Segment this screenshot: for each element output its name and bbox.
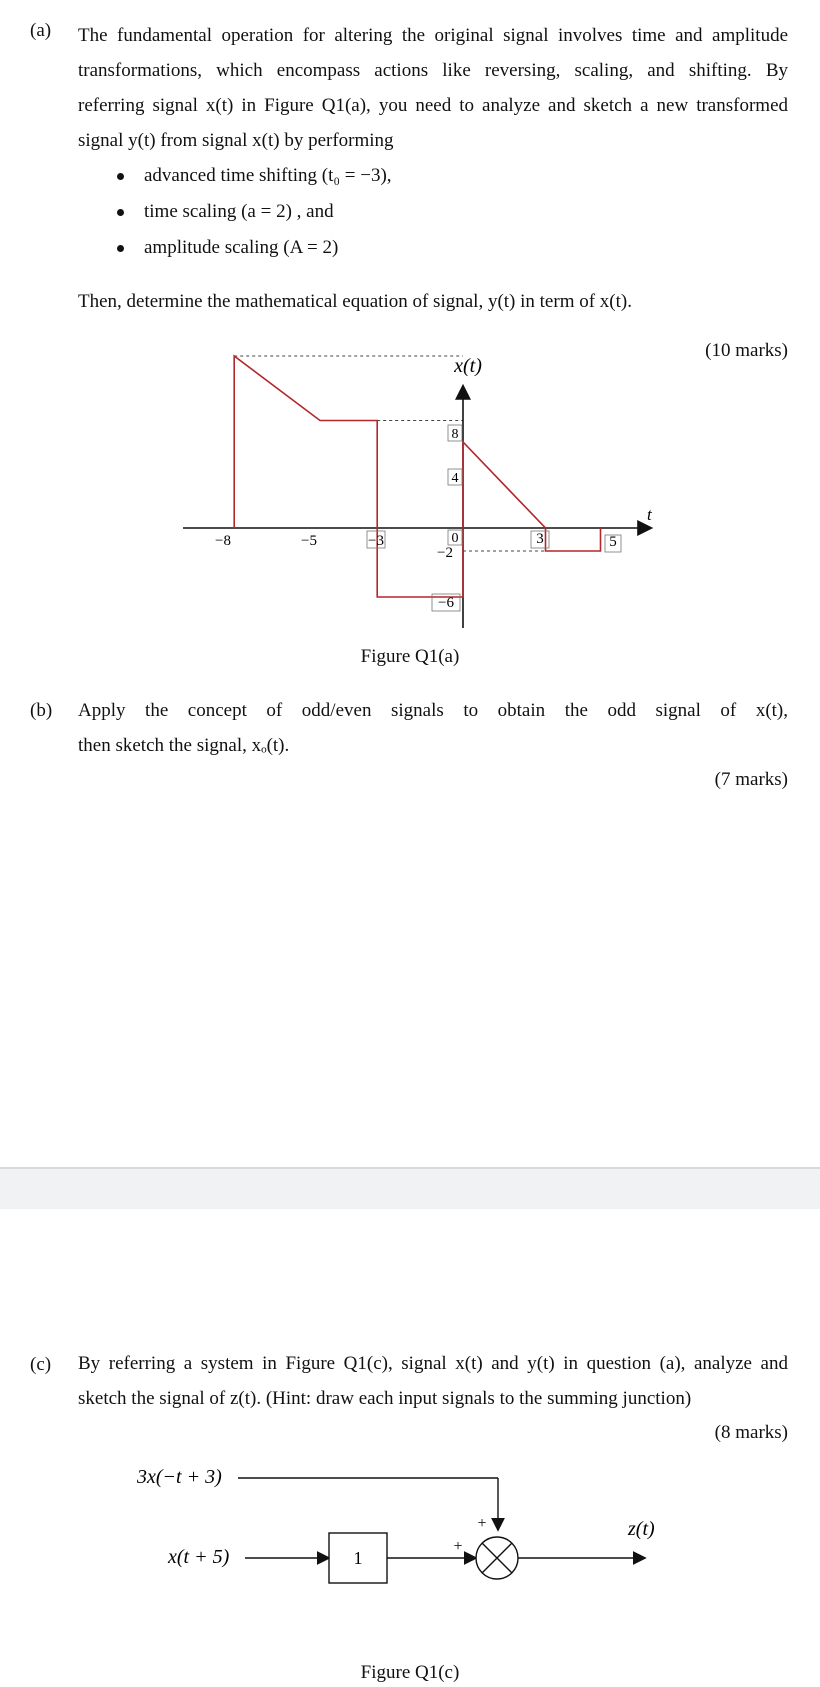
question-label-b: (b) [30, 700, 53, 721]
question-a-line: The fundamental operation for altering the original signal involves time and amplitude [78, 25, 788, 46]
output-label: z(t) [628, 1518, 655, 1540]
question-a-text [78, 18, 788, 158]
gain-block-value: 1 [353, 1548, 363, 1568]
figure-q1c-caption: Figure Q1(c) [360, 1662, 460, 1683]
question-b-line: Apply the concept of odd/even signals to obtain the odd signal of x(t), [78, 700, 788, 721]
operations-list [78, 158, 678, 266]
question-b-line: then sketch the signal, xₒ(t). [78, 735, 290, 756]
y-tick-label: −6 [438, 595, 454, 611]
input-bottom-label: x(t + 5) [168, 1546, 230, 1568]
marks-b: (7 marks) [714, 769, 788, 790]
marks-a: (10 marks) [705, 340, 788, 361]
marks-c: (8 marks) [714, 1422, 788, 1443]
figure-q1a-caption: Figure Q1(a) [360, 646, 460, 667]
figure-q1a [0, 345, 820, 635]
question-label-a: (a) [30, 20, 52, 41]
tick-label-boxes [367, 425, 621, 611]
x-tick-label: −3 [368, 533, 384, 549]
question-c-line: sketch the signal of z(t). (Hint: draw each input signals to the summing junction) [78, 1388, 692, 1409]
figure-q1c [0, 1450, 820, 1625]
input-top-label: 3x(−t + 3) [137, 1466, 222, 1488]
bullet-time-shift: advanced time shifting (t₀ = −3), [78, 158, 678, 194]
y-axis-label: x(t) [454, 355, 482, 377]
bullet-amplitude-scale: amplitude scaling (A = 2) [78, 230, 678, 266]
x-tick-label: −5 [301, 533, 317, 549]
question-a-then-line: Then, determine the mathematical equation of signal, y(t) in term of x(t). [78, 291, 632, 312]
x-tick-label: 0 [451, 531, 459, 546]
question-c-line: By referring a system in Figure Q1(c), signal x(t) and y(t) in question (a), analyze and [78, 1353, 788, 1374]
x-tick-label: 3 [536, 531, 544, 547]
question-a-then [78, 284, 788, 319]
question-a-line: referring signal x(t) in Figure Q1(a), you need to analyze and sketch a new transformed [78, 95, 788, 116]
question-a-line: signal y(t) from signal x(t) by performing [78, 130, 394, 151]
question-b-text [78, 693, 788, 763]
y-tick-label: 4 [451, 471, 459, 486]
x-tick-label: −8 [215, 533, 231, 549]
guide-lines [234, 356, 545, 551]
question-c-text [78, 1346, 788, 1416]
question-label-c: (c) [30, 1354, 52, 1375]
y-tick-label: −2 [437, 545, 453, 561]
summing-junction [476, 1537, 518, 1579]
bullet-time-scale: time scaling (a = 2) , and [78, 194, 678, 230]
t-axis-label: t [647, 505, 652, 524]
x-tick-label: 5 [609, 534, 617, 550]
question-a-line: transformations, which encompass actions like reversing, scaling, and shifting. By [78, 60, 788, 81]
page-break [0, 1167, 820, 1209]
signal-x-of-t [234, 356, 600, 597]
plus-sign-left: + [453, 1538, 463, 1555]
tick-labels [215, 427, 617, 611]
plus-sign-top: + [477, 1515, 487, 1532]
y-tick-label: 8 [451, 427, 459, 442]
